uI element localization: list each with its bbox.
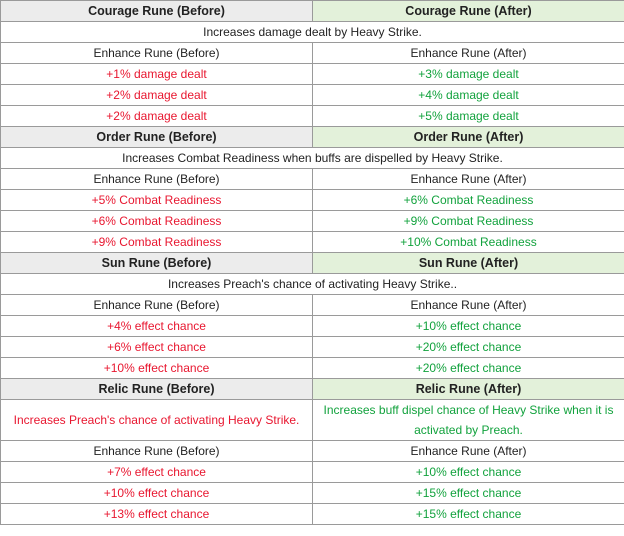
- enhance-before-label: Enhance Rune (Before): [1, 43, 313, 64]
- before-value: +9% Combat Readiness: [1, 232, 313, 253]
- before-value: +1% damage dealt: [1, 64, 313, 85]
- after-title: Relic Rune (After): [313, 379, 624, 400]
- after-value: +15% effect chance: [313, 504, 624, 525]
- after-title: Courage Rune (After): [313, 1, 624, 22]
- before-value: +4% effect chance: [1, 316, 313, 337]
- table-row: [1, 316, 624, 337]
- after-value: +20% effect chance: [313, 358, 624, 379]
- rune-description-before: Increases Preach's chance of activating Heavy Strike.: [1, 400, 313, 441]
- after-value: +5% damage dealt: [313, 106, 624, 127]
- before-title: Order Rune (Before): [1, 127, 313, 148]
- enhance-after-label: Enhance Rune (After): [313, 43, 624, 64]
- before-value: +6% Combat Readiness: [1, 211, 313, 232]
- after-value: +6% Combat Readiness: [313, 190, 624, 211]
- after-value: +4% damage dealt: [313, 85, 624, 106]
- enhance-before-label: Enhance Rune (Before): [1, 295, 313, 316]
- before-value: +10% effect chance: [1, 483, 313, 504]
- table-row: [1, 483, 624, 504]
- after-value: +9% Combat Readiness: [313, 211, 624, 232]
- before-value: +6% effect chance: [1, 337, 313, 358]
- rune-description: Increases damage dealt by Heavy Strike.: [1, 22, 624, 43]
- before-value: +2% damage dealt: [1, 85, 313, 106]
- table-row: [1, 504, 624, 525]
- enhance-after-label: Enhance Rune (After): [313, 295, 624, 316]
- enhance-after-label: Enhance Rune (After): [313, 441, 624, 462]
- enhance-header-row: [1, 295, 624, 316]
- after-value: +10% effect chance: [313, 462, 624, 483]
- enhance-header-row: [1, 441, 624, 462]
- enhance-before-label: Enhance Rune (Before): [1, 441, 313, 462]
- rune-description-after: Increases buff dispel chance of Heavy Strike when it is activated by Preach.: [313, 400, 624, 441]
- enhance-before-label: Enhance Rune (Before): [1, 169, 313, 190]
- enhance-after-label: Enhance Rune (After): [313, 169, 624, 190]
- before-title: Courage Rune (Before): [1, 1, 313, 22]
- description-row: [1, 22, 624, 43]
- description-row: [1, 400, 624, 441]
- description-row: [1, 148, 624, 169]
- table-row: [1, 85, 624, 106]
- rune-description: Increases Preach's chance of activating Heavy Strike..: [1, 274, 624, 295]
- table-row: [1, 232, 624, 253]
- after-value: +10% effect chance: [313, 316, 624, 337]
- before-value: +5% Combat Readiness: [1, 190, 313, 211]
- table-row: [1, 190, 624, 211]
- before-value: +2% damage dealt: [1, 106, 313, 127]
- before-value: +7% effect chance: [1, 462, 313, 483]
- before-title: Relic Rune (Before): [1, 379, 313, 400]
- after-value: +10% Combat Readiness: [313, 232, 624, 253]
- after-value: +3% damage dealt: [313, 64, 624, 85]
- after-title: Order Rune (After): [313, 127, 624, 148]
- before-value: +13% effect chance: [1, 504, 313, 525]
- before-value: +10% effect chance: [1, 358, 313, 379]
- section-header-row: [1, 379, 624, 400]
- table-row: [1, 358, 624, 379]
- after-value: +20% effect chance: [313, 337, 624, 358]
- rune-description: Increases Combat Readiness when buffs are dispelled by Heavy Strike.: [1, 148, 624, 169]
- table-row: [1, 211, 624, 232]
- table-row: [1, 106, 624, 127]
- table-row: [1, 337, 624, 358]
- enhance-header-row: [1, 43, 624, 64]
- table-row: [1, 462, 624, 483]
- after-value: +15% effect chance: [313, 483, 624, 504]
- before-title: Sun Rune (Before): [1, 253, 313, 274]
- section-header-row: [1, 127, 624, 148]
- description-row: [1, 274, 624, 295]
- table-row: [1, 64, 624, 85]
- section-header-row: [1, 253, 624, 274]
- section-header-row: [1, 1, 624, 22]
- enhance-header-row: [1, 169, 624, 190]
- after-title: Sun Rune (After): [313, 253, 624, 274]
